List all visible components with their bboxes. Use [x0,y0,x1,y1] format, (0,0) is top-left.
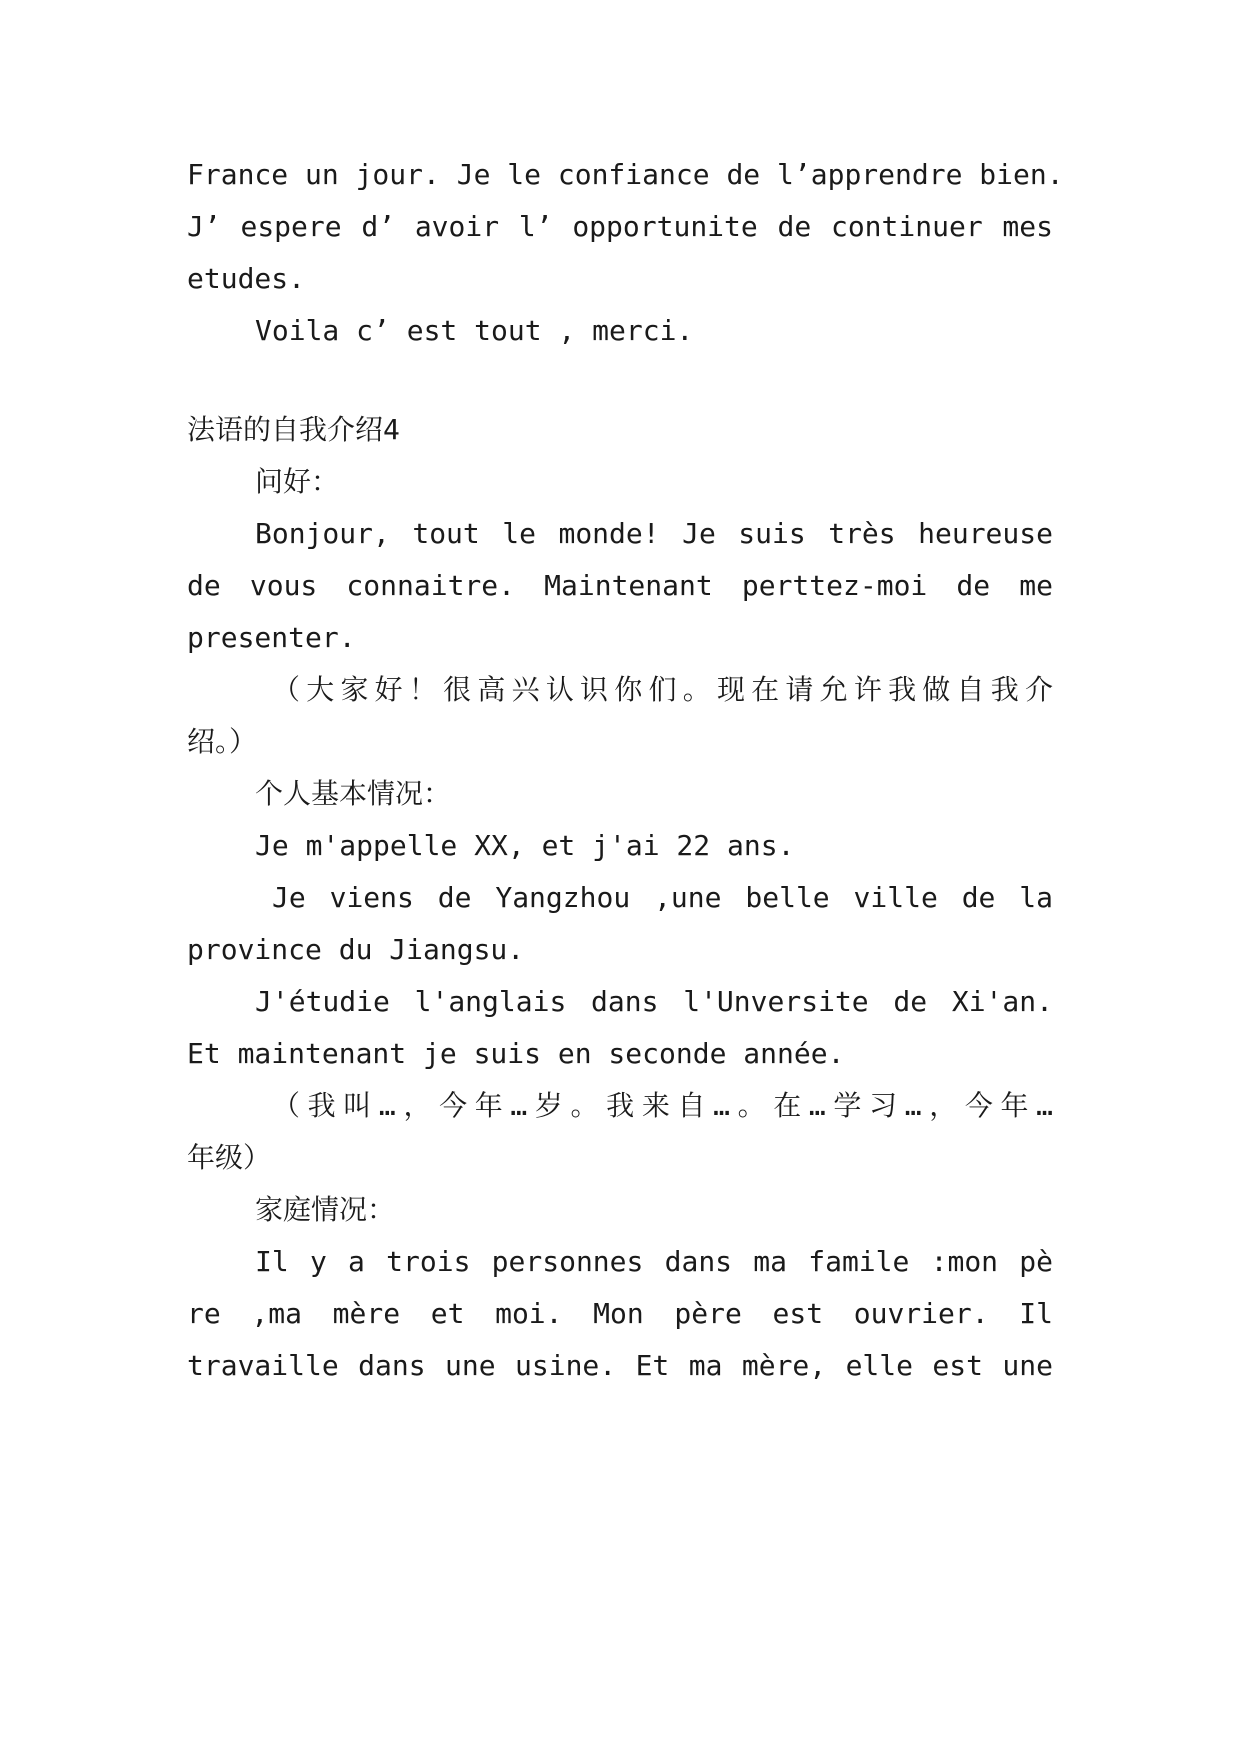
text-line: （大家好！很高兴认识你们。现在请允许我做自我介 [272,673,1053,706]
text-line: J'étudie l'anglais dans l'Unversite de Xi'an. [255,985,1053,1018]
text-line: re ,ma mère et moi. Mon père est ouvrier. Il [187,1297,1053,1330]
text-line: Voila c’ est tout , merci. [255,314,694,347]
text-line: France un jour. Je le confiance de l’apprendre bien. [187,158,1064,191]
subheading: 家庭情况： [255,1193,396,1226]
text-line: Je m'appelle XX, et j'ai 22 ans. [255,829,795,862]
text-line: travaille dans une usine. Et ma mère, elle est une [187,1349,1053,1382]
text-line: province du Jiangsu. [187,933,525,966]
text-line: J’ espere d’ avoir l’ opportunite de continuer mes [187,210,1053,243]
text-line: Et maintenant je suis en seconde année. [187,1037,845,1070]
text-line: de vous connaitre. Maintenant perttez-moi de me [187,569,1053,602]
text-line: etudes. [187,262,306,295]
text-line: Bonjour, tout le monde! Je suis très heureuse [255,517,1053,550]
text-line: Il y a trois personnes dans ma famile :mon pè [255,1245,1053,1278]
text-line: 绍。） [187,725,258,758]
text-line: presenter. [187,621,356,654]
subheading: 问好： [255,465,340,498]
text-line: Je viens de Yangzhou ,une belle ville de la [272,881,1053,914]
section-heading: 法语的自我介绍4 [187,413,400,446]
subheading: 个人基本情况： [255,777,452,810]
text-line: （我叫…，今年…岁。我来自…。在…学习…，今年… [272,1089,1053,1122]
text-line: 年级） [187,1141,272,1174]
